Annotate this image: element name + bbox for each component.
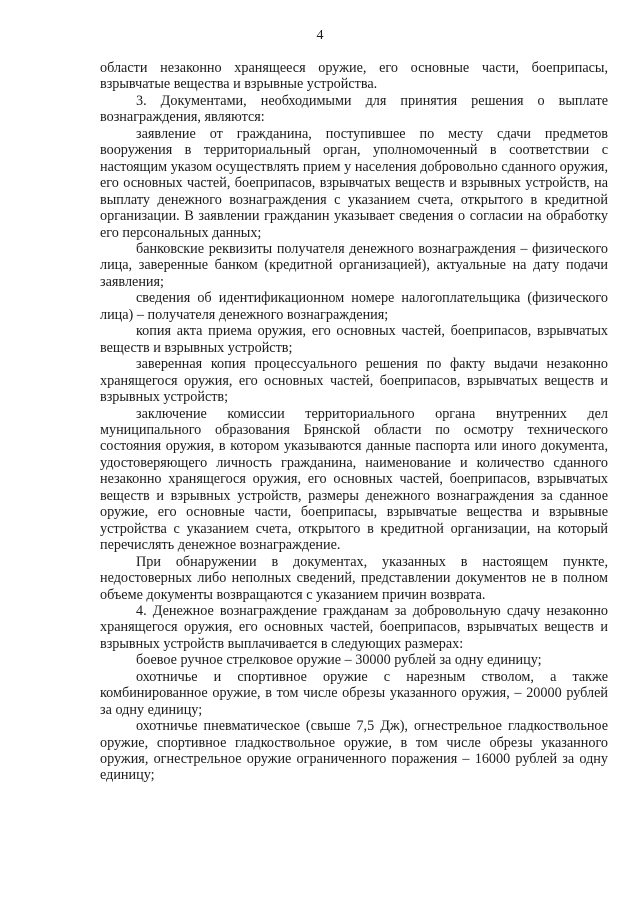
document-body [100,60,608,784]
paragraph-application: заявление от гражданина, поступившее по месту сдачи предметов вооружения в территориальный орган, уполномоченный в соответствии с настоящим указом осуществлять прием у населения добровольно сданного оружия, его основных частей, боеприпасов, взрывчатых веществ и взрывных устройств, на выплату денежного вознаграждения с указанием счета, открытого в кредитной организации. В заявлении гражданин указывает сведения о согласии на обработку его персональных данных; [100,125,608,241]
paragraph-continuation: области незаконно хранящееся оружие, его основные части, боеприпасы, взрывчатые вещества и взрывные устройства. [100,60,608,93]
paragraph-commission-conclusion: заключение комиссии территориального органа внутренних дел муниципального образования Брянской области по осмотру технического состояния оружия, в котором указываются данные паспорта или иного документа, удостоверяющего личность гражданина, наименование и количество сданного незаконно хранящегося оружия, его основных частей, боеприпасов, взрывчатых веществ и взрывных устройств, размеры денежного вознаграждения за сданное оружие, его основные части, боеприпасы, взрывчатые вещества и взрывные устройства с указанием счета, открытого в кредитной организации, на который перечислять денежное вознаграждение. [100,405,608,554]
page-number: 4 [316,28,324,43]
paragraph-inn: сведения об идентификационном номере налогоплательщика (физического лица) – получателя денежного вознаграждения; [100,290,608,323]
paragraph-return-documents: При обнаружении в документах, указанных в настоящем пункте, недостоверных либо неполных сведений, представлении документов не в полном объеме документы возвращаются с указанием причин возврата. [100,553,608,603]
paragraph-item-3: 3. Документами, необходимыми для принятия решения о выплате вознаграждения, являются: [100,92,608,126]
paragraph-rifled-weapons: охотничье и спортивное оружие с нарезным стволом, а также комбинированное оружие, в том числе обрезы указанного оружия, – 20000 рублей за одну единицу; [100,668,608,718]
paragraph-acceptance-act: копия акта приема оружия, его основных частей, боеприпасов, взрывчатых веществ и взрывных устройств; [100,323,608,356]
paragraph-bank-details: банковские реквизиты получателя денежного вознаграждения – физического лица, заверенные банком (кредитной организацией), актуальные на дату подачи заявления; [100,240,608,290]
paragraph-combat-weapons: боевое ручное стрелковое оружие – 30000 рублей за одну единицу; [136,652,542,669]
paragraph-smoothbore-weapons: охотничье пневматическое (свыше 7,5 Дж), огнестрельное гладкоствольное оружие, спортивное гладкоствольное оружие, в том числе обрезы указанного оружия, огнестрельное оружие ограниченного поражения – 16000 рублей за одну единицу; [100,718,608,784]
paragraph-item-4: 4. Денежное вознаграждение гражданам за добровольную сдачу незаконно хранящегося оружия, его основных частей, боеприпасов, взрывчатых веществ и взрывных устройств выплачивается в следующих размерах: [100,602,608,652]
paragraph-procedural-decision: заверенная копия процессуального решения по факту выдачи незаконно хранящегося оружия, его основных частей, боеприпасов, взрывчатых веществ и взрывных устройств; [100,356,608,406]
